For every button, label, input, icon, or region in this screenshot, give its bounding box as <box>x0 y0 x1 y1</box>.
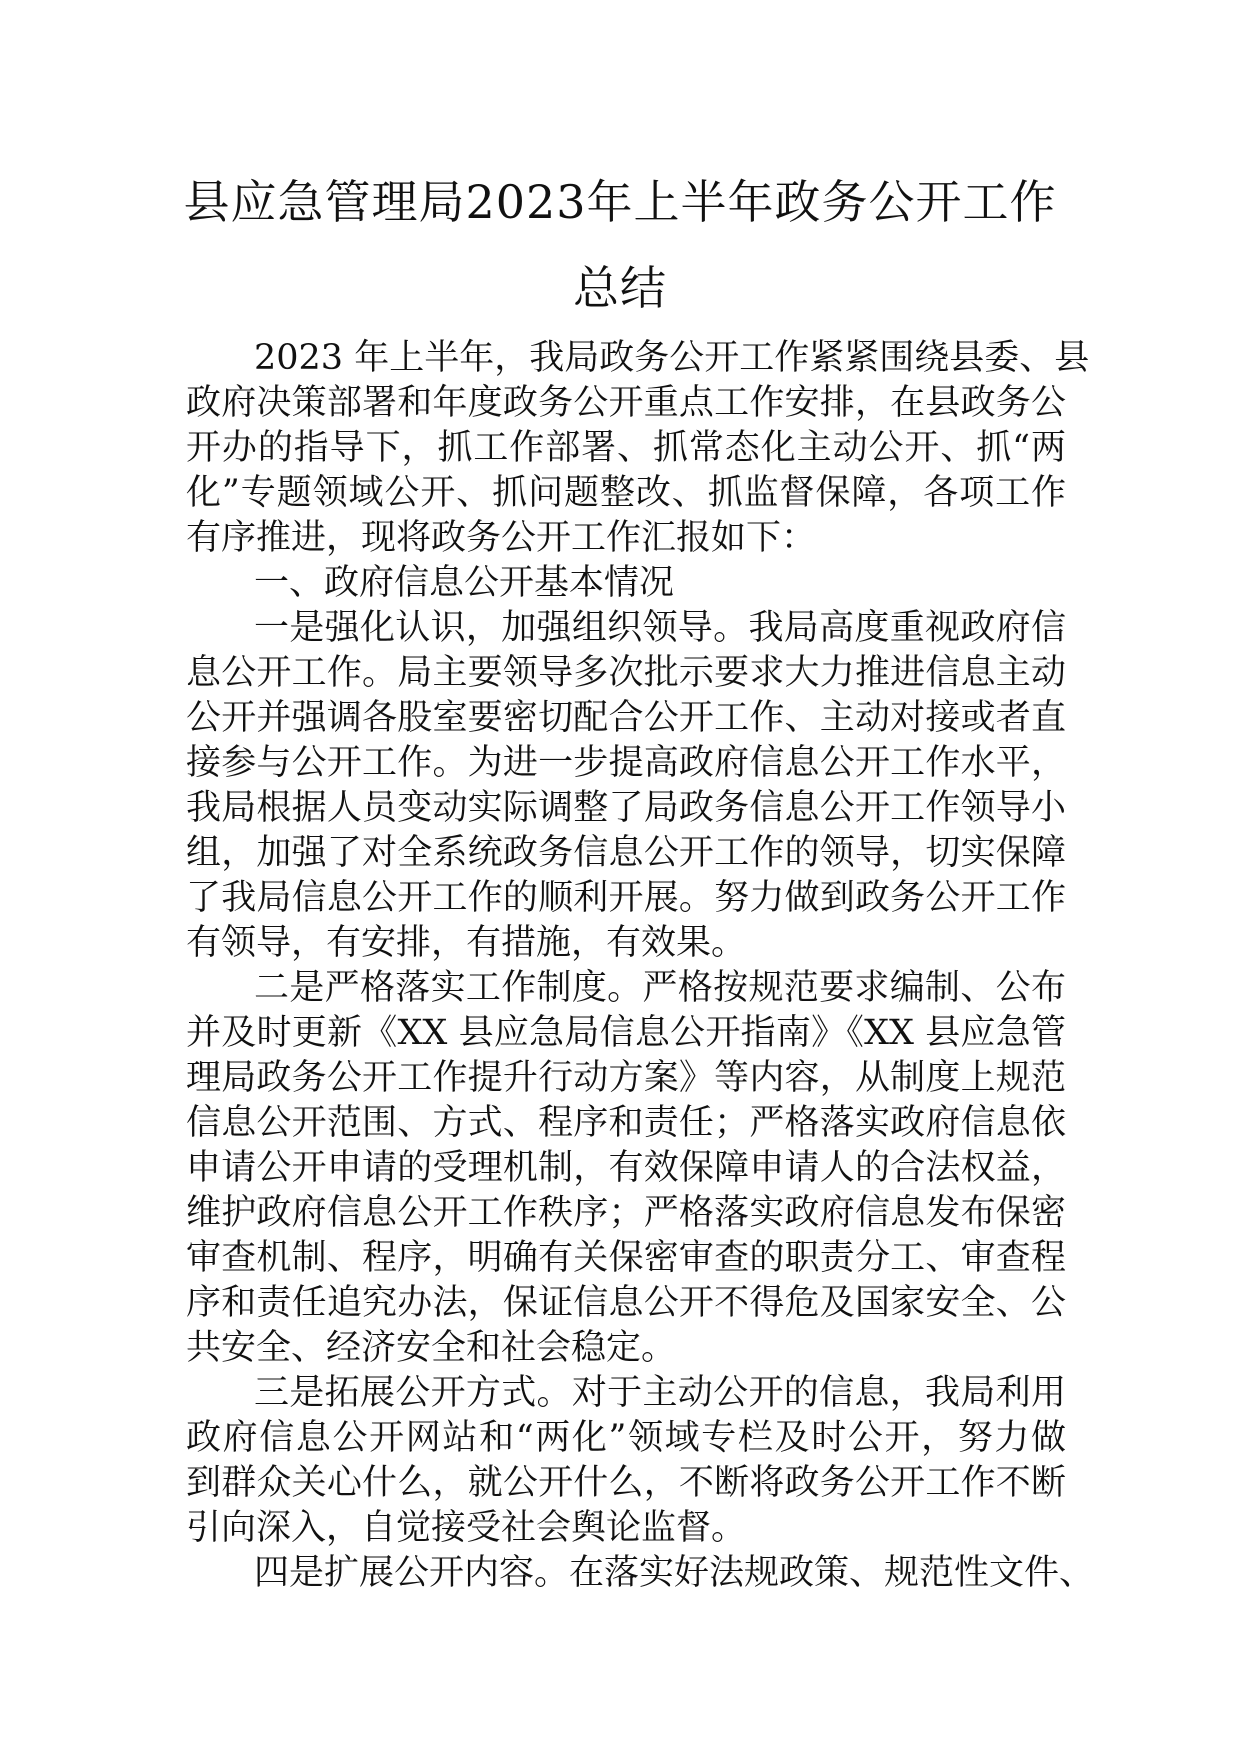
body-line: 申请公开申请的受理机制，有效保障申请人的合法权益， <box>186 1148 1066 1188</box>
body-line: 了我局信息公开工作的顺利开展。努力做到政务公开工作 <box>186 878 1066 918</box>
body-line: 2023 年上半年，我局政务公开工作紧紧围绕县委、县 <box>254 338 1090 378</box>
body-line: 有领导，有安排，有措施，有效果。 <box>186 923 747 963</box>
body-line: 到群众关心什么，就公开什么，不断将政务公开工作不断 <box>186 1463 1066 1503</box>
body-line: 引向深入，自觉接受社会舆论监督。 <box>186 1508 747 1548</box>
body-line: 息公开工作。局主要领导多次批示要求大力推进信息主动 <box>186 653 1066 693</box>
body-line: 二是严格落实工作制度。严格按规范要求编制、公布 <box>254 968 1066 1008</box>
document-title-line-1: 县应急管理局2023年上半年政务公开工作 <box>183 175 1057 229</box>
body-line: 共安全、经济安全和社会稳定。 <box>186 1328 677 1368</box>
body-line: 接参与公开工作。为进一步提高政府信息公开工作水平， <box>186 743 1066 783</box>
body-line: 政府决策部署和年度政务公开重点工作安排，在县政务公 <box>186 383 1066 423</box>
body-line: 化”专题领域公开、抓问题整改、抓监督保障，各项工作 <box>186 473 1066 513</box>
body-line: 序和责任追究办法，保证信息公开不得危及国家安全、公 <box>186 1283 1066 1323</box>
body-line: 我局根据人员变动实际调整了局政务信息公开工作领导小 <box>186 788 1066 828</box>
body-line: 理局政务公开工作提升行动方案》等内容，从制度上规范 <box>186 1058 1066 1098</box>
body-line: 四是扩展公开内容。在落实好法规政策、规范性文件、 <box>254 1553 1095 1593</box>
body-line: 有序推进，现将政务公开工作汇报如下： <box>186 518 817 558</box>
body-line: 三是拓展公开方式。对于主动公开的信息，我局利用 <box>254 1373 1066 1413</box>
body-line: 审查机制、程序，明确有关保密审查的职责分工、审查程 <box>186 1238 1066 1278</box>
body-line: 公开并强调各股室要密切配合公开工作、主动对接或者直 <box>186 698 1066 738</box>
body-line: 并及时更新《XX 县应急局信息公开指南》《XX 县应急管 <box>186 1013 1066 1053</box>
body-line: 开办的指导下，抓工作部署、抓常态化主动公开、抓“两 <box>186 428 1066 468</box>
document-title-line-2: 总结 <box>573 261 667 315</box>
body-line: 信息公开范围、方式、程序和责任；严格落实政府信息依 <box>186 1103 1066 1143</box>
document-body <box>186 336 1095 1596</box>
body-line: 一是强化认识，加强组织领导。我局高度重视政府信 <box>254 608 1066 648</box>
body-line: 组，加强了对全系统政务信息公开工作的领导，切实保障 <box>186 833 1066 873</box>
body-line: 维护政府信息公开工作秩序；严格落实政府信息发布保密 <box>186 1193 1066 1233</box>
body-line: 政府信息公开网站和“两化”领域专栏及时公开，努力做 <box>186 1418 1066 1458</box>
section-heading: 一、政府信息公开基本情况 <box>254 563 675 603</box>
